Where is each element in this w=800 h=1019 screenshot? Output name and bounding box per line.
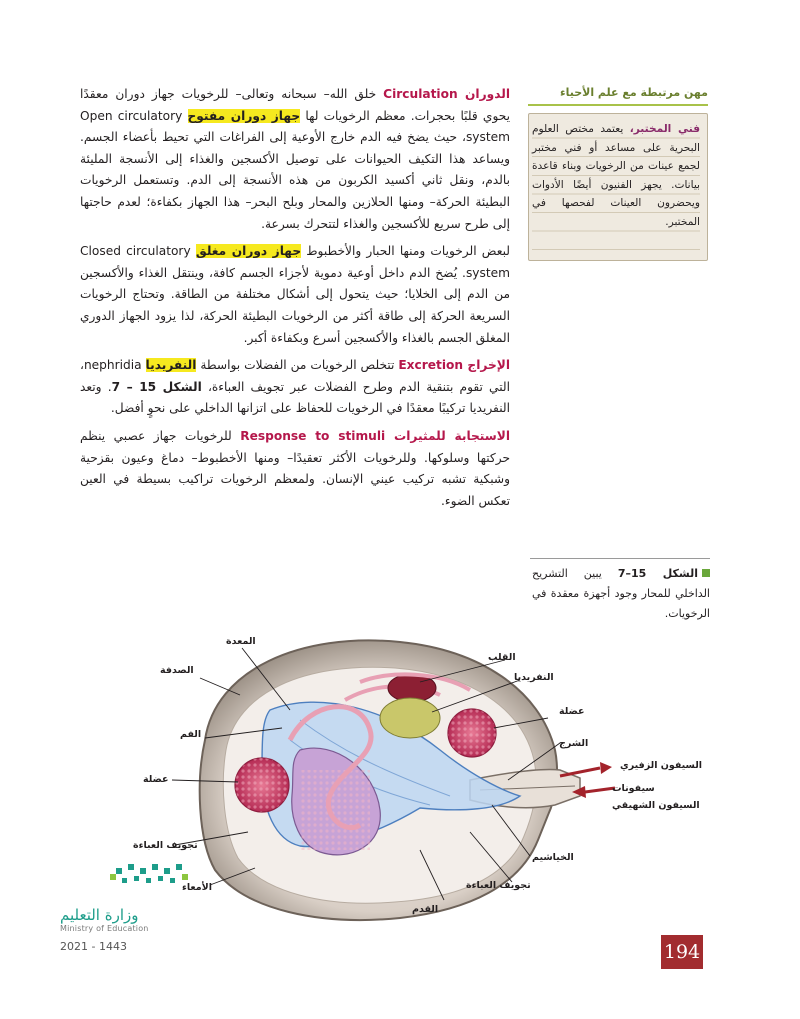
sidebar-role: فني المختبر،	[629, 123, 701, 135]
sidebar-body: يعتمد مختص العلوم البحرية على مساعد أو فني مختبر لجمع عينات من الرخويات وبناء قاعدة بيانات. يجهز الفنيون أيضًا الأدوات ويحضرون العينات لفحصها في المختبر.	[532, 123, 700, 228]
text-segment: . وتعد النفريديا تركيبًا معقدًا في الرخويات للحفاظ على اتزانها الداخلي على نحوٍ أفضل.	[80, 379, 510, 416]
text-segment: للرخويات جهاز عصبي ينظم حركتها وسلوكها. وللرخويات الأكثر تعقيدًا– ومنها الأخطبوط– دماغ وعيون بقزحية وشبكية تشبه تركيب عيني الإنسان. ولمعظم الرخويات تراكيب بسيطة في العين تعكس الضوء.	[80, 428, 510, 508]
page-number: 194	[661, 935, 703, 969]
label-nephridia: النفريديا	[514, 672, 554, 683]
label-intestines: الأمعاء	[182, 882, 212, 893]
text-segment: لبعض الرخويات ومنها الحبار والأخطبوط	[306, 244, 510, 259]
label-muscle-right: عضلة	[559, 706, 585, 717]
figure-reference: الشكل 15 – 7	[111, 379, 202, 394]
label-heart: القلب	[488, 652, 516, 663]
paragraph-excretion	[80, 355, 510, 420]
term-response: الاستجابة للمثيرات Response to stimuli	[240, 428, 511, 443]
label-stomach: المعدة	[226, 636, 256, 647]
label-mantle-cavity-left: تجويف العباءة	[133, 840, 198, 851]
paragraph-circulation	[80, 84, 510, 235]
highlight-open-circulation: جهاز دوران مفتوح	[187, 108, 301, 123]
label-incurrent-siphon: السيفون الشهيقي	[612, 800, 700, 811]
text-segment: خلق الله– سبحانه وتعالى– للرخويات جهاز دوران معقدًا يحوي قلبًا بحجرات. معظم الرخويات لها	[80, 87, 510, 123]
label-foot: القدم	[412, 904, 439, 915]
main-text	[80, 84, 510, 518]
text-segment: تتخلص الرخويات من الفضلات بواسطة	[200, 358, 395, 373]
label-shell: الصدفة	[160, 665, 194, 676]
sidebar-title: مهن مرتبطة مع علم الأحياء	[528, 86, 708, 106]
label-excurrent-siphon: السيفون الزفيري	[620, 760, 703, 771]
sidebar-content	[532, 120, 700, 256]
nephridia-shape	[380, 698, 440, 738]
caption-text: يبين التشريح الداخلي للمحار وجود أجهزة معقدة في الرخويات.	[532, 567, 710, 620]
label-anus: الشرج	[559, 738, 589, 749]
label-gills: الخياشيم	[532, 852, 574, 863]
highlight-closed-circulation: جهاز دوران مغلق	[195, 244, 302, 259]
term-excretion: الإخراج Excretion	[398, 358, 510, 373]
text-segment: nephridia، التي تقوم بتنقية الدم وطرح الفضلات عبر تجويف العباءة،	[80, 358, 510, 394]
label-mantle-cavity-bottom: تجويف العباءة	[466, 880, 531, 891]
term-circulation: الدوران Circulation	[383, 87, 510, 101]
ministry-name-arabic: وزارة التعليم	[60, 906, 139, 924]
text-segment: Open circulatory system، حيث يضخ فيه الدم خارج الأوعية إلى الفراغات التي تحيط بأعضاء الجسم. ويساعد هذا التكيف الحيوانات على توصيل الأكسجين والغذاء إلى الأنسجة المليئة بالدم، ونقل ثاني أكسيد الكربون من هذه الأنسجة إلى الدم. وتستعمل الرخويات البطيئة الحركة– ومنها الحلازين والمحار وبلح البحر– هذا الجهاز بكفاءة؛ لعدم حاجتها إلى طرح سريع للأكسجين والغذاء لتتحرك بسرعة.	[80, 108, 510, 231]
label-muscle-left: عضلة	[143, 774, 169, 785]
paragraph-closed-circulation	[80, 241, 510, 349]
ministry-name-english: Ministry of Education	[60, 924, 149, 933]
caption-figure-number: الشكل 15–7	[617, 567, 698, 580]
paragraph-response	[80, 426, 510, 512]
text-segment: Closed circulatory system. يُضخ الدم داخل أوعية دموية لأجزاء الجسم كافة، وينتقل الغذاء والأكسجين من الدم إلى الخلايا؛ حيث يتحول إلى أشكال مختلفة من الطاقة. وتحتاج الرخويات السريعة الحركة إلى طاقة أكثر من الرخويات البطيئة الحركة، لذا يزود الجهاز الدوري المغلق الجسم بالغذاء والأكسجين أسرع وبكفاءة أكبر.	[80, 244, 510, 345]
caption-bullet-icon	[702, 569, 710, 577]
incurrent-arrow-icon	[585, 788, 615, 792]
label-siphons: سيفونات	[612, 783, 655, 794]
highlight-nephridia: النفريديا	[145, 358, 197, 373]
label-mouth: الفم	[180, 729, 202, 740]
caption-rule	[530, 558, 710, 559]
edition-year: 2021 - 1443	[60, 940, 127, 953]
